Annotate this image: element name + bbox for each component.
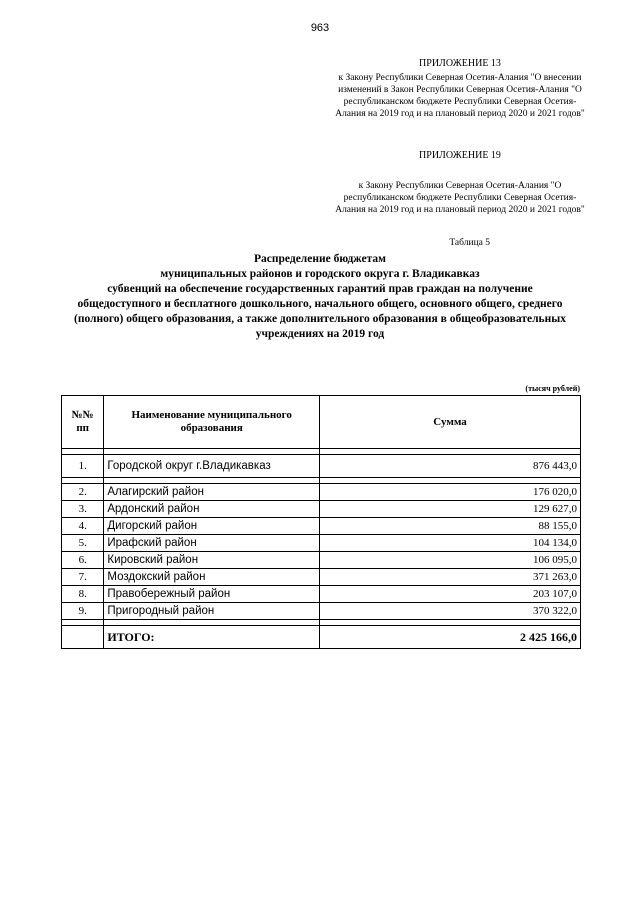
table-label: Таблица 5 bbox=[449, 238, 490, 248]
row-num: 3. bbox=[62, 501, 104, 518]
row-name: Алагирский район bbox=[104, 484, 320, 501]
document-title bbox=[60, 252, 580, 342]
table-header-row bbox=[62, 396, 581, 449]
table-row bbox=[62, 586, 581, 603]
title-line: Распределение бюджетам bbox=[254, 253, 386, 265]
row-sum: 176 020,0 bbox=[320, 484, 581, 501]
header-sum: Сумма bbox=[320, 396, 581, 449]
table-row bbox=[62, 569, 581, 586]
row-name: Дигорский район bbox=[104, 518, 320, 535]
row-sum: 88 155,0 bbox=[320, 518, 581, 535]
row-sum: 203 107,0 bbox=[320, 586, 581, 603]
title-line: общедоступного и бесплатного дошкольного, начального общего, основного общего, среднего bbox=[77, 298, 563, 310]
appendix-19-text: к Закону Республики Северная Осетия-Алания "О республиканском бюджете Республики Северная Осетия-Алания на 2019 год и на плановый период 2020 и 2021 годов" bbox=[335, 181, 585, 215]
title-line: учреждениях на 2019 год bbox=[255, 328, 385, 340]
row-num: 8. bbox=[62, 586, 104, 603]
total-sum: 2 425 166,0 bbox=[320, 626, 581, 649]
row-name: Кировский район bbox=[104, 552, 320, 569]
title-line: (полного) общего образования, а также дополнительного образования в общеобразовательных bbox=[73, 313, 566, 325]
total-num bbox=[62, 626, 104, 649]
row-name: Правобережный район bbox=[104, 586, 320, 603]
table-row bbox=[62, 484, 581, 501]
table-row bbox=[62, 552, 581, 569]
total-row bbox=[62, 626, 581, 649]
row-sum: 104 134,0 bbox=[320, 535, 581, 552]
table-row bbox=[62, 603, 581, 620]
row-sum: 129 627,0 bbox=[320, 501, 581, 518]
title-line: муниципальных районов и городского округа г. Владикавказ bbox=[160, 268, 480, 280]
table-row bbox=[62, 518, 581, 535]
appendix-19-block bbox=[330, 180, 590, 216]
page-number: 963 bbox=[310, 22, 330, 34]
row-name: Ардонский район bbox=[104, 501, 320, 518]
appendix-19-heading-block bbox=[330, 150, 590, 164]
row-sum: 371 263,0 bbox=[320, 569, 581, 586]
row-name: Моздокский район bbox=[104, 569, 320, 586]
table-row bbox=[62, 535, 581, 552]
row-sum: 876 443,0 bbox=[320, 455, 581, 478]
appendix-13-heading: ПРИЛОЖЕНИЕ 13 bbox=[419, 58, 501, 69]
row-sum: 370 322,0 bbox=[320, 603, 581, 620]
total-label: ИТОГО: bbox=[104, 626, 320, 649]
row-num: 7. bbox=[62, 569, 104, 586]
row-name: Пригородный район bbox=[104, 603, 320, 620]
row-num: 9. bbox=[62, 603, 104, 620]
row-num: 4. bbox=[62, 518, 104, 535]
row-sum: 106 095,0 bbox=[320, 552, 581, 569]
table-row bbox=[62, 455, 581, 478]
appendix-13-block bbox=[330, 58, 590, 120]
appendix-13-text: к Закону Республики Северная Осетия-Алания "О внесении изменений в Закон Республики Северная Осетия-Алания "О республиканском бюджете Республики Северная Осетия-Алания на 2019 год и на плановый период 2020 и 2021 годов" bbox=[335, 73, 585, 119]
table-row bbox=[62, 501, 581, 518]
title-line: субвенций на обеспечение государственных гарантий прав граждан на получение bbox=[107, 283, 533, 295]
row-num: 5. bbox=[62, 535, 104, 552]
row-num: 1. bbox=[62, 455, 104, 478]
header-num: №№ пп bbox=[62, 396, 104, 449]
header-name: Наименование муниципального образования bbox=[104, 396, 320, 449]
row-num: 2. bbox=[62, 484, 104, 501]
row-name: Ирафский район bbox=[104, 535, 320, 552]
budget-table bbox=[61, 395, 581, 649]
row-name: Городской округ г.Владикавказ bbox=[104, 455, 320, 478]
appendix-19-heading: ПРИЛОЖЕНИЕ 19 bbox=[419, 150, 501, 161]
units-label: (тысяч рублей) bbox=[525, 384, 580, 393]
row-num: 6. bbox=[62, 552, 104, 569]
